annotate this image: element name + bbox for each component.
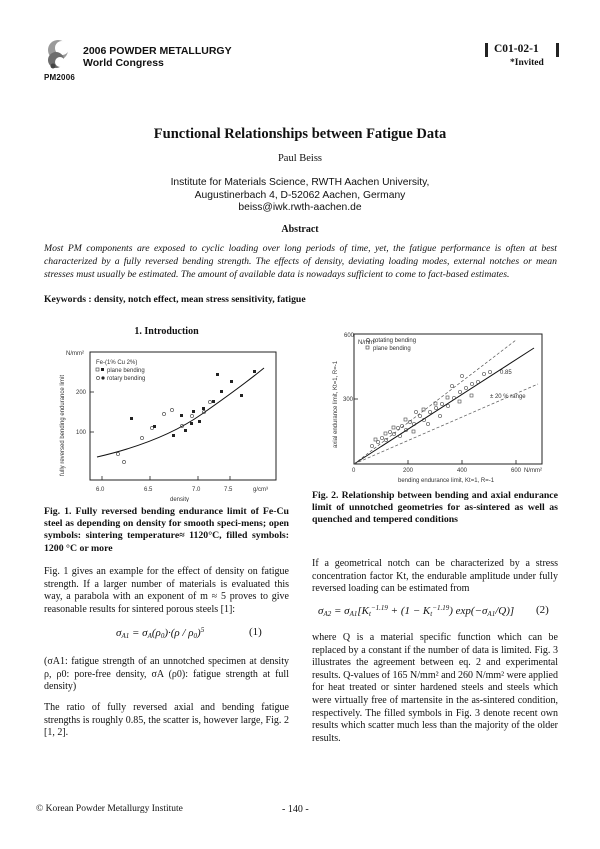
fig2-slope-label: 0.85 xyxy=(500,370,512,376)
code-bar-right xyxy=(556,43,559,57)
fig1-xunit: g/cm³ xyxy=(253,487,268,493)
fig1-ytick-100: 100 xyxy=(76,430,87,436)
fig2-ytick-600: 600 xyxy=(344,333,355,339)
fig2-xlabel: bending endurance limit, Kt=1, R=-1 xyxy=(398,478,495,484)
fig2-ylabel: axial endurance limit, Kt=1, R=-1 xyxy=(333,360,339,448)
figure-2-plot xyxy=(312,328,562,486)
affiliation xyxy=(40,177,560,215)
section-heading-introduction: 1. Introduction xyxy=(134,326,199,337)
figure-1-plot xyxy=(52,342,288,502)
page-number: - 140 - xyxy=(282,804,309,815)
code-bar-left xyxy=(485,43,488,57)
affiliation-line1: Institute for Materials Science, RWTH Aachen University, xyxy=(170,177,430,188)
event-name-line1: 2006 POWDER METALLURGY xyxy=(83,45,232,57)
event-name-line2: World Congress xyxy=(83,57,164,69)
keywords: Keywords : density, notch effect, mean stress sensitivity, fatigue xyxy=(44,294,306,305)
fig2-range-label: ± 20 % range xyxy=(490,394,526,400)
affiliation-line2: Augustinerbach 4, D-52062 Aachen, Germany xyxy=(194,189,406,201)
paper-title: Functional Relationships between Fatigue Data xyxy=(153,126,447,142)
fig2-xtick-200: 200 xyxy=(403,468,414,474)
right-paragraph-1: If a geometrical notch can be characterized by a stress concentration factor Kt, the endurable amplitude under fully reversed loading can be estimated from xyxy=(312,558,558,595)
abstract-text: Most PM components are exposed to cyclic loading over long periods of time, yet, the fatigue performance is often at best characterized by a fully reversed bending strength. The effects of density, deviating loading modes, external notches or mean stresses must usually be estimated. The amount of available data is nowadays sufficient to come to fact-based estimates. xyxy=(44,243,557,280)
fig1-xtick-7.0: 7.0 xyxy=(192,487,201,493)
fig1-legend-plane: plane bending xyxy=(107,368,145,374)
fig1-xtick-7.5: 7.5 xyxy=(224,487,233,493)
fig2-xtick-0: 0 xyxy=(352,468,356,474)
fig2-ytick-300: 300 xyxy=(343,397,354,403)
fig1-ylabel: fully reversed bending endurance limit xyxy=(60,374,66,476)
fig2-legend-plane: plane bending xyxy=(373,346,411,352)
fig1-xlabel: density xyxy=(170,497,190,502)
congress-logo xyxy=(44,38,76,78)
invited-note: *Invited xyxy=(510,58,544,68)
fig1-xtick-6.5: 6.5 xyxy=(144,487,153,493)
equation-2-number: (2) xyxy=(536,604,549,616)
right-paragraph-2: where Q is a material specific function which can be replaced by a constant if the number of data is limited. Fig. 3 illustrates the agreement between eq. 2 and experimental results. Q-values of 165 N/mm² and 260 N/mm² were applied for heat treated or sinter hardened steels and steels which were virtually free of martensite in the as-sintered condition, respectively. The filled symbols in Fig. 3 denote recent own results which scatter much less than the majority of the older results. xyxy=(312,632,558,744)
figure-2-caption: Fig. 2. Relationship between bending and axial endurance limit of unnotched geometries for as-sintered as well as quenched and tempered conditions xyxy=(312,490,558,526)
fig2-legend-rotating: rotating bending xyxy=(373,338,417,344)
fig2-xunit: N/mm² xyxy=(524,468,542,474)
abstract-heading: Abstract xyxy=(281,224,319,235)
fig1-xtick-6.0: 6.0 xyxy=(96,487,105,493)
fig1-ytick-200: 200 xyxy=(76,390,87,396)
equation-1-number: (1) xyxy=(249,626,262,638)
author-email: beiss@iwk.rwth-aachen.de xyxy=(238,202,362,213)
fig2-xtick-400: 400 xyxy=(457,468,468,474)
author: Paul Beiss xyxy=(277,153,323,164)
logo-swirl-icon xyxy=(44,38,76,74)
left-paragraph-3: The ratio of fully reversed axial and bending fatigue strengths is roughly 0.85, the scatter is, however large, Fig. 2 [1, 2]. xyxy=(44,702,289,739)
fig1-yunit: N/mm² xyxy=(66,351,84,357)
logo-text: PM2006 xyxy=(44,73,75,82)
paper-code: C01-02-1 xyxy=(494,43,539,55)
figure-1-caption: Fig. 1. Fully reversed bending endurance limit of Fe-Cu steel as depending on density for smooth speci-mens; open symbols: sintering temperature≈ 1120°C, filled symbols: 1200 °C or more xyxy=(44,506,289,554)
fig1-legend-title: Fe-(1% Cu 2%) xyxy=(96,360,138,366)
fig2-yunit: N/mm² xyxy=(358,340,376,346)
copyright: © Korean Powder Metallurgy Institute xyxy=(36,804,183,814)
left-paragraph-2: (σA1: fatigue strength of an unnotched specimen at density ρ, ρ0: pore-free density, σA (ρ0): fatigue strength at full density) xyxy=(44,656,289,693)
fig1-legend-rotary: rotary bending xyxy=(107,376,146,382)
left-paragraph-1: Fig. 1 gives an example for the effect of density on fatigue strength. If a larger number of materials is evaluated this way, a parabola with an exponent of m ≈ 5 proves to give reasonable results for sintered porous steels [1]: xyxy=(44,566,289,615)
fig2-xtick-600: 600 xyxy=(511,468,522,474)
fig2-fit-line xyxy=(354,348,534,464)
